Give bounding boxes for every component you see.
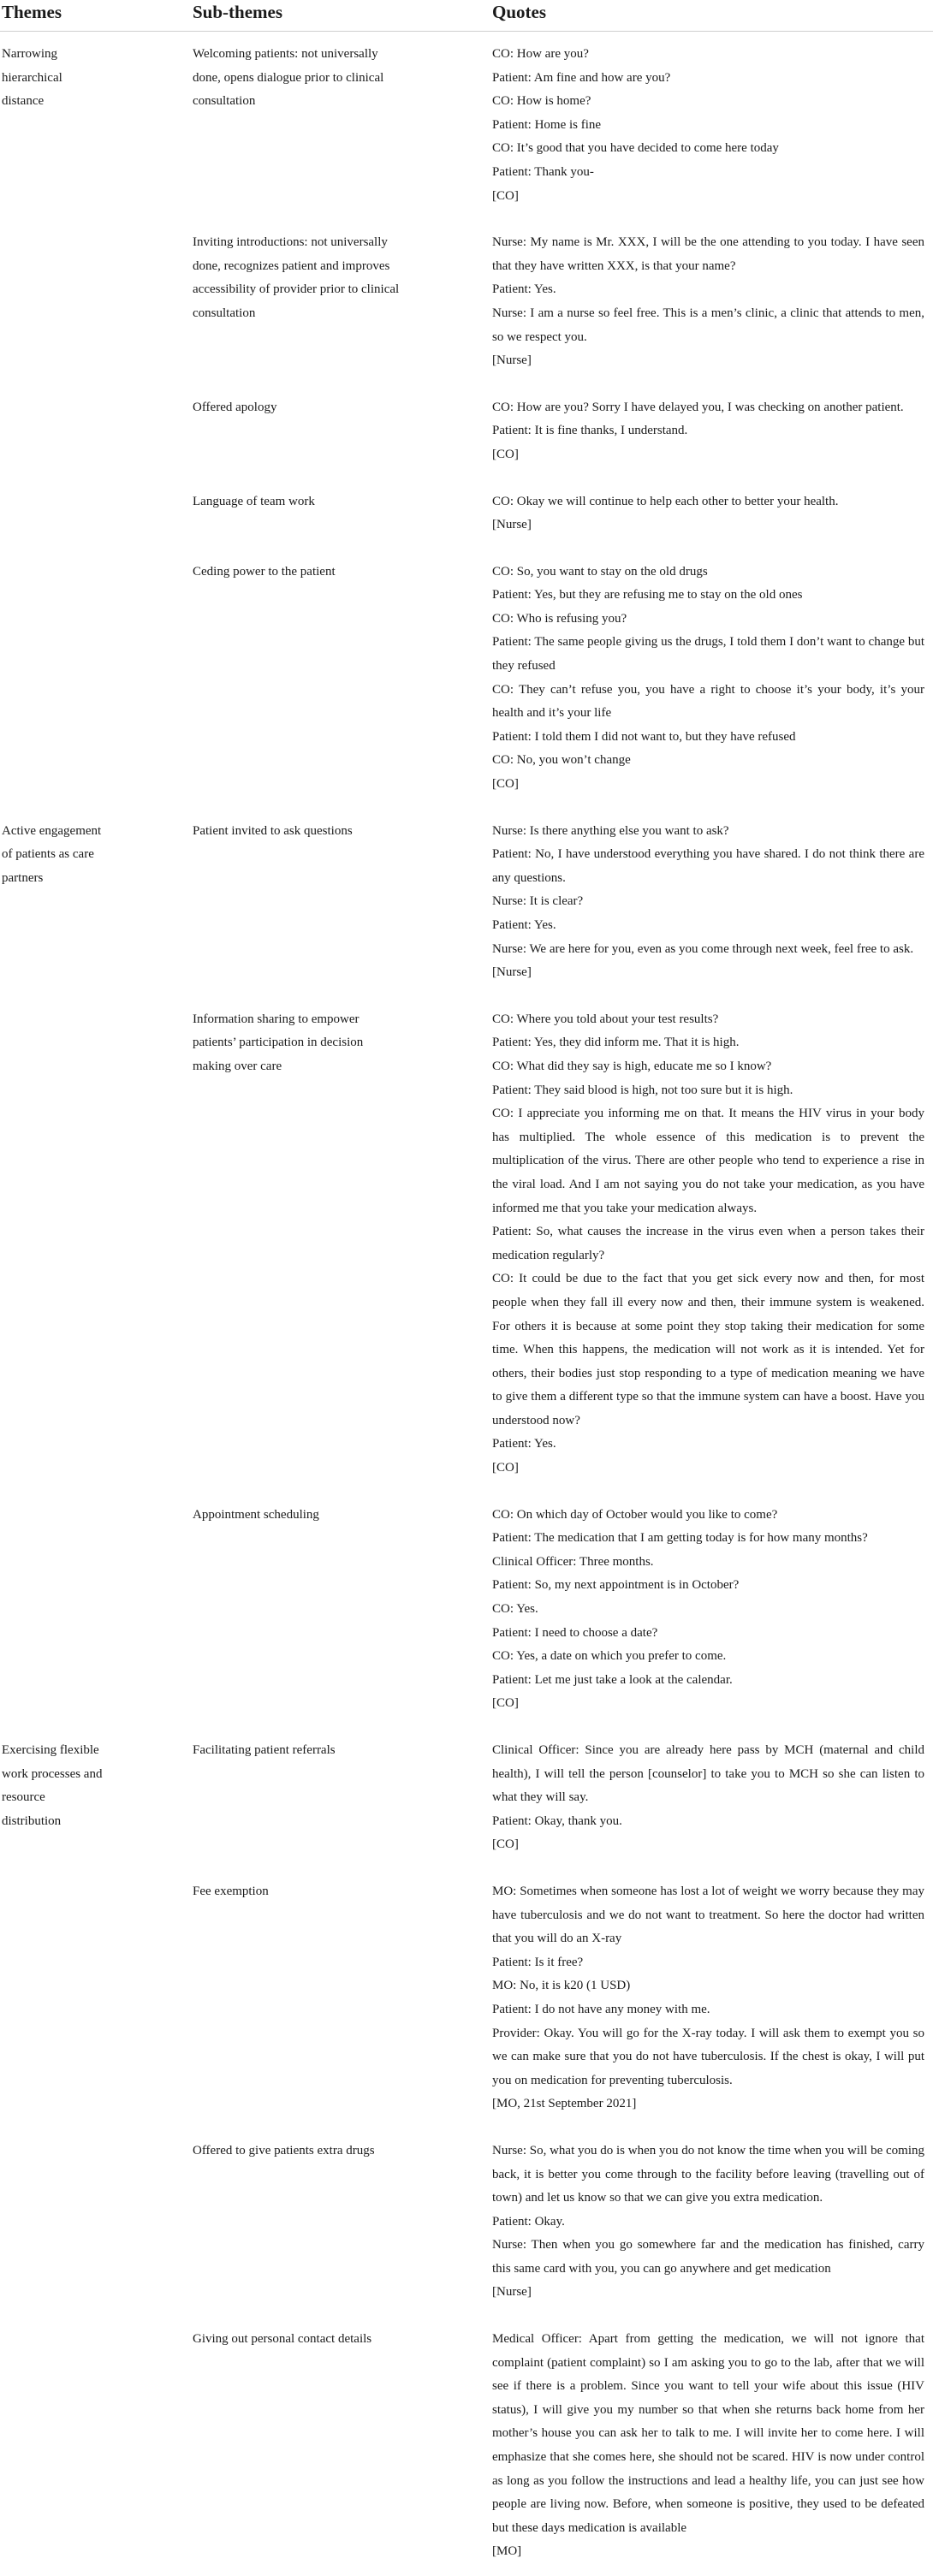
subtheme-label: Offered apology xyxy=(193,400,277,414)
quote-line: CO: Who is refusing you? xyxy=(492,611,627,626)
subtheme-row xyxy=(193,220,933,385)
quote-line: CO: Yes. xyxy=(492,1602,538,1617)
quote-line: Patient: I told them I did not want to, but they have refused xyxy=(492,729,796,744)
quote-line: CO: What did they say is high, educate me so I know? xyxy=(492,1059,772,1073)
quote-block xyxy=(492,396,933,467)
quote-line: CO: They can’t refuse you, you have a right to choose it’s your body, it’s your health and it’s your life xyxy=(492,682,924,721)
quote-line: [Nurse] xyxy=(492,518,532,532)
quote-line: Nurse: It is clear? xyxy=(492,894,584,909)
column-header-themes: Themes xyxy=(2,2,62,22)
subtheme-row xyxy=(193,385,933,479)
quote-line: Nurse: So, what you do is when you do not know the time when you will be coming back, it is better you come through to the facility before leaving (travelling out of town) and let us know so that we can give you extra medication. xyxy=(492,2143,924,2205)
quote-block xyxy=(492,561,933,797)
quote-block xyxy=(492,490,933,537)
quote-line: [CO] xyxy=(492,1461,519,1475)
quote-line: Patient: Yes, they did inform me. That it is high. xyxy=(492,1036,740,1050)
column-header-quotes: Quotes xyxy=(492,2,546,22)
quote-line: Nurse: I am a nurse so feel free. This is a men’s clinic, a clinic that attends to men, so we respect you. xyxy=(492,306,924,344)
quote-line: Patient: It is fine thanks, I understand. xyxy=(492,424,688,438)
quote-line: [CO] xyxy=(492,1696,519,1711)
quote-line: Medical Officer: Apart from getting the medication, we will not ignore that complaint (patient complaint) so I am asking you to go to the lab, after that we will see if there is a problem. Since you want to tell your wife about this issue (HIV status), I will give you my number so that when she returns back home from her mother’s house you can ask her to talk to me. I will invite her to come here. I will emphasize that she comes here, she should not be scared. HIV is now under control as long as you follow the instructions and lead a healthy life, you can just see how people are living now. Before, when someone is positive, they used to be defeated but these days medication is available xyxy=(492,2332,924,2535)
quote-line: Patient: Am fine and how are you? xyxy=(492,70,671,85)
quote-block xyxy=(492,43,933,208)
subtheme-list xyxy=(193,809,933,1728)
subtheme-label: Appointment scheduling xyxy=(193,1507,319,1522)
quote-line: Patient: They said blood is high, not too sure but it is high. xyxy=(492,1083,793,1097)
subtheme-row xyxy=(193,1728,933,1869)
quote-line: [CO] xyxy=(492,777,519,792)
quote-line: Patient: So, what causes the increase in the virus even when a person takes their medication regularly? xyxy=(492,1225,924,1262)
quote-line: MO: Sometimes when someone has lost a lot of weight we worry because they may have tuberculosis and we do not want to treatment. So here the doctor had written that you will do an X-ray xyxy=(492,1884,924,1946)
table-header xyxy=(0,0,933,32)
quote-line: Patient: No, I have understood everything you have shared. I do not think there are any questions. xyxy=(492,847,924,885)
quote-line: CO: On which day of October would you like to come? xyxy=(492,1507,778,1522)
column-header-subthemes: Sub-themes xyxy=(193,2,283,22)
theme-row xyxy=(0,1728,933,2576)
quote-line: MO: No, it is k20 (1 USD) xyxy=(492,1979,631,1993)
quote-line: Patient: Yes. xyxy=(492,282,556,297)
theme-label: Exercising flexible work processes and resource distribution xyxy=(2,1743,103,1828)
quote-line: Patient: The same people giving us the drugs, I told them I don’t want to change but they refused xyxy=(492,635,924,674)
subtheme-label: Inviting introductions: not universally done, recognizes patient and improves accessibility of provider prior to clinical consultation xyxy=(193,235,400,320)
theme-row xyxy=(0,809,933,1728)
subtheme-label: Offered to give patients extra drugs xyxy=(193,2143,375,2158)
quote-line: [Nurse] xyxy=(492,2285,532,2300)
quote-line: Clinical Officer: Three months. xyxy=(492,1554,654,1569)
quote-line: [CO] xyxy=(492,447,519,461)
quote-line: CO: How are you? xyxy=(492,47,589,61)
quote-line: [Nurse] xyxy=(492,353,532,368)
quote-line: CO: It could be due to the fact that you get sick every now and then, for most people when they fall ill every now and then, their immune system is weakened. For others it is because at some point they stop taking their medication for some time. When this happens, the medication will not work as it is intended. Yet for others, their bodies just stop responding to a type of medication meaning we have to give them a different type so that the immune system can have a boost. Have you understood now? xyxy=(492,1272,924,1427)
quote-block xyxy=(492,2140,933,2305)
quote-line: CO: How are you? Sorry I have delayed you, I was checking on another patient. xyxy=(492,400,904,414)
quote-block xyxy=(492,820,933,985)
quote-block xyxy=(492,1008,933,1481)
subtheme-label: Giving out personal contact details xyxy=(193,2332,372,2347)
quote-line: Patient: I need to choose a date? xyxy=(492,1625,658,1640)
quote-line: [CO] xyxy=(492,188,519,203)
subtheme-label: Welcoming patients: not universally done, opens dialogue prior to clinical consultation xyxy=(193,47,384,109)
subtheme-row xyxy=(193,1493,933,1728)
quote-block xyxy=(492,231,933,373)
subtheme-row xyxy=(193,2317,933,2576)
quote-line: Patient: So, my next appointment is in October? xyxy=(492,1578,740,1593)
quote-block xyxy=(492,1504,933,1716)
subtheme-row xyxy=(193,479,933,549)
theme-label: Active engagement of patients as care partners xyxy=(2,823,102,885)
quote-line: CO: It’s good that you have decided to come here today xyxy=(492,141,779,156)
table-body xyxy=(0,32,933,2576)
subtheme-label: Facilitating patient referrals xyxy=(193,1743,336,1757)
subtheme-label: Patient invited to ask questions xyxy=(193,823,353,838)
subtheme-row xyxy=(193,549,933,809)
quote-line: Patient: I do not have any money with me. xyxy=(492,2002,710,2016)
subtheme-row xyxy=(193,2128,933,2317)
quote-line: Patient: Yes, but they are refusing me to stay on the old ones xyxy=(492,588,803,602)
subtheme-row xyxy=(193,997,933,1493)
quote-line: CO: How is home? xyxy=(492,94,591,109)
quote-line: Patient: The medication that I am getting today is for how many months? xyxy=(492,1531,868,1546)
quote-line: Provider: Okay. You will go for the X-ray today. I will ask them to exempt you so we can make sure that you do not have tuberculosis. If the chest is okay, I will put you on medication for preventing tuberculosis. xyxy=(492,2026,924,2087)
quote-line: Patient: Thank you- xyxy=(492,164,594,179)
quote-line: Nurse: Is there anything else you want to ask? xyxy=(492,823,729,838)
quote-line: CO: I appreciate you informing me on that. It means the HIV virus in your body has multiplied. The whole essence of this medication is to prevent the multiplication of the virus. There are other people who tend to experience a rise in the viral load. And I am not saying you do not take your medication, as you have informed me that you take your medication always. xyxy=(492,1107,924,1215)
quote-line: CO: No, you won’t change xyxy=(492,753,631,768)
quote-line: [MO] xyxy=(492,2544,522,2559)
theme-label: Narrowing hierarchical distance xyxy=(2,47,62,109)
quote-block xyxy=(492,2328,933,2564)
quote-line: Nurse: We are here for you, even as you come through next week, feel free to ask. xyxy=(492,941,914,956)
quote-line: [MO, 21st September 2021] xyxy=(492,2097,637,2111)
subtheme-row xyxy=(193,809,933,997)
quote-line: Patient: Okay, thank you. xyxy=(492,1813,622,1828)
subtheme-label: Ceding power to the patient xyxy=(193,564,336,579)
quote-line: Patient: Is it free? xyxy=(492,1955,584,1969)
quote-block xyxy=(492,1880,933,2116)
quote-line: CO: Yes, a date on which you prefer to come. xyxy=(492,1649,727,1664)
subtheme-label: Language of team work xyxy=(193,494,315,508)
quote-line: Patient: Home is fine xyxy=(492,117,602,132)
quote-line: Patient: Yes. xyxy=(492,1437,556,1451)
subtheme-list xyxy=(193,32,933,809)
quote-line: Patient: Yes. xyxy=(492,918,556,932)
quote-line: Nurse: Then when you go somewhere far and the medication has finished, carry this same card with you, you can go anywhere and get medication xyxy=(492,2238,924,2276)
quote-line: Nurse: My name is Mr. XXX, I will be the one attending to you today. I have seen that they have written XXX, is that your name? xyxy=(492,235,924,273)
quote-line: Patient: Okay. xyxy=(492,2214,565,2229)
theme-row xyxy=(0,32,933,809)
subtheme-row xyxy=(193,1869,933,2128)
quote-line: CO: Okay we will continue to help each other to better your health. xyxy=(492,494,839,508)
quote-line: [Nurse] xyxy=(492,965,532,980)
subtheme-label: Fee exemption xyxy=(193,1884,269,1898)
quote-block xyxy=(492,1739,933,1857)
subtheme-list xyxy=(193,1728,933,2576)
subtheme-row xyxy=(193,32,933,220)
quote-line: CO: So, you want to stay on the old drugs xyxy=(492,564,708,579)
quote-line: [CO] xyxy=(492,1837,519,1852)
subtheme-label: Information sharing to empower patients’ participation in decision making over care xyxy=(193,1012,364,1073)
quote-line: CO: Where you told about your test results? xyxy=(492,1012,719,1026)
quote-line: Clinical Officer: Since you are already here pass by MCH (maternal and child health), I will tell the person [counselor] to take you to MCH so she can listen to what they will say. xyxy=(492,1743,924,1805)
quote-line: Patient: Let me just take a look at the calendar. xyxy=(492,1672,733,1687)
